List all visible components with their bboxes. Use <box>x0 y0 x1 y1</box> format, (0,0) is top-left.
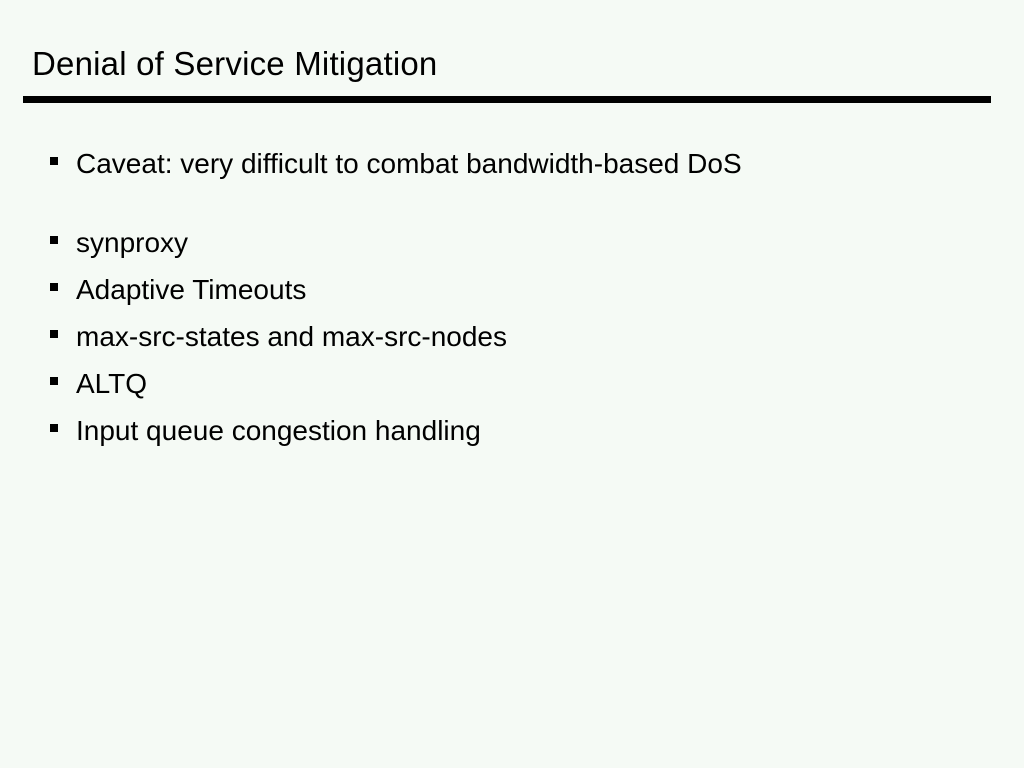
square-bullet-icon <box>50 236 58 244</box>
list-item-label: max-src-states and max-src-nodes <box>76 321 508 352</box>
list-item-label: Input queue congestion handling <box>76 415 481 446</box>
list-item <box>50 140 980 187</box>
square-bullet-icon <box>50 157 58 165</box>
square-bullet-icon <box>50 330 58 338</box>
list-item <box>50 313 980 360</box>
list-item <box>50 407 980 454</box>
bullet-list <box>50 140 980 454</box>
list-item-label: Caveat: very difficult to combat bandwidth-based DoS <box>76 148 742 179</box>
list-spacer <box>50 187 980 219</box>
list-item-label: synproxy <box>76 227 189 258</box>
list-item <box>50 219 980 266</box>
square-bullet-icon <box>50 424 58 432</box>
title-divider <box>23 96 991 103</box>
list-item-label: Adaptive Timeouts <box>76 274 307 305</box>
list-item-label: ALTQ <box>76 368 148 399</box>
list-item <box>50 360 980 407</box>
page-title: Denial of Service Mitigation <box>32 45 438 82</box>
square-bullet-icon <box>50 377 58 385</box>
list-item <box>50 266 980 313</box>
square-bullet-icon <box>50 283 58 291</box>
